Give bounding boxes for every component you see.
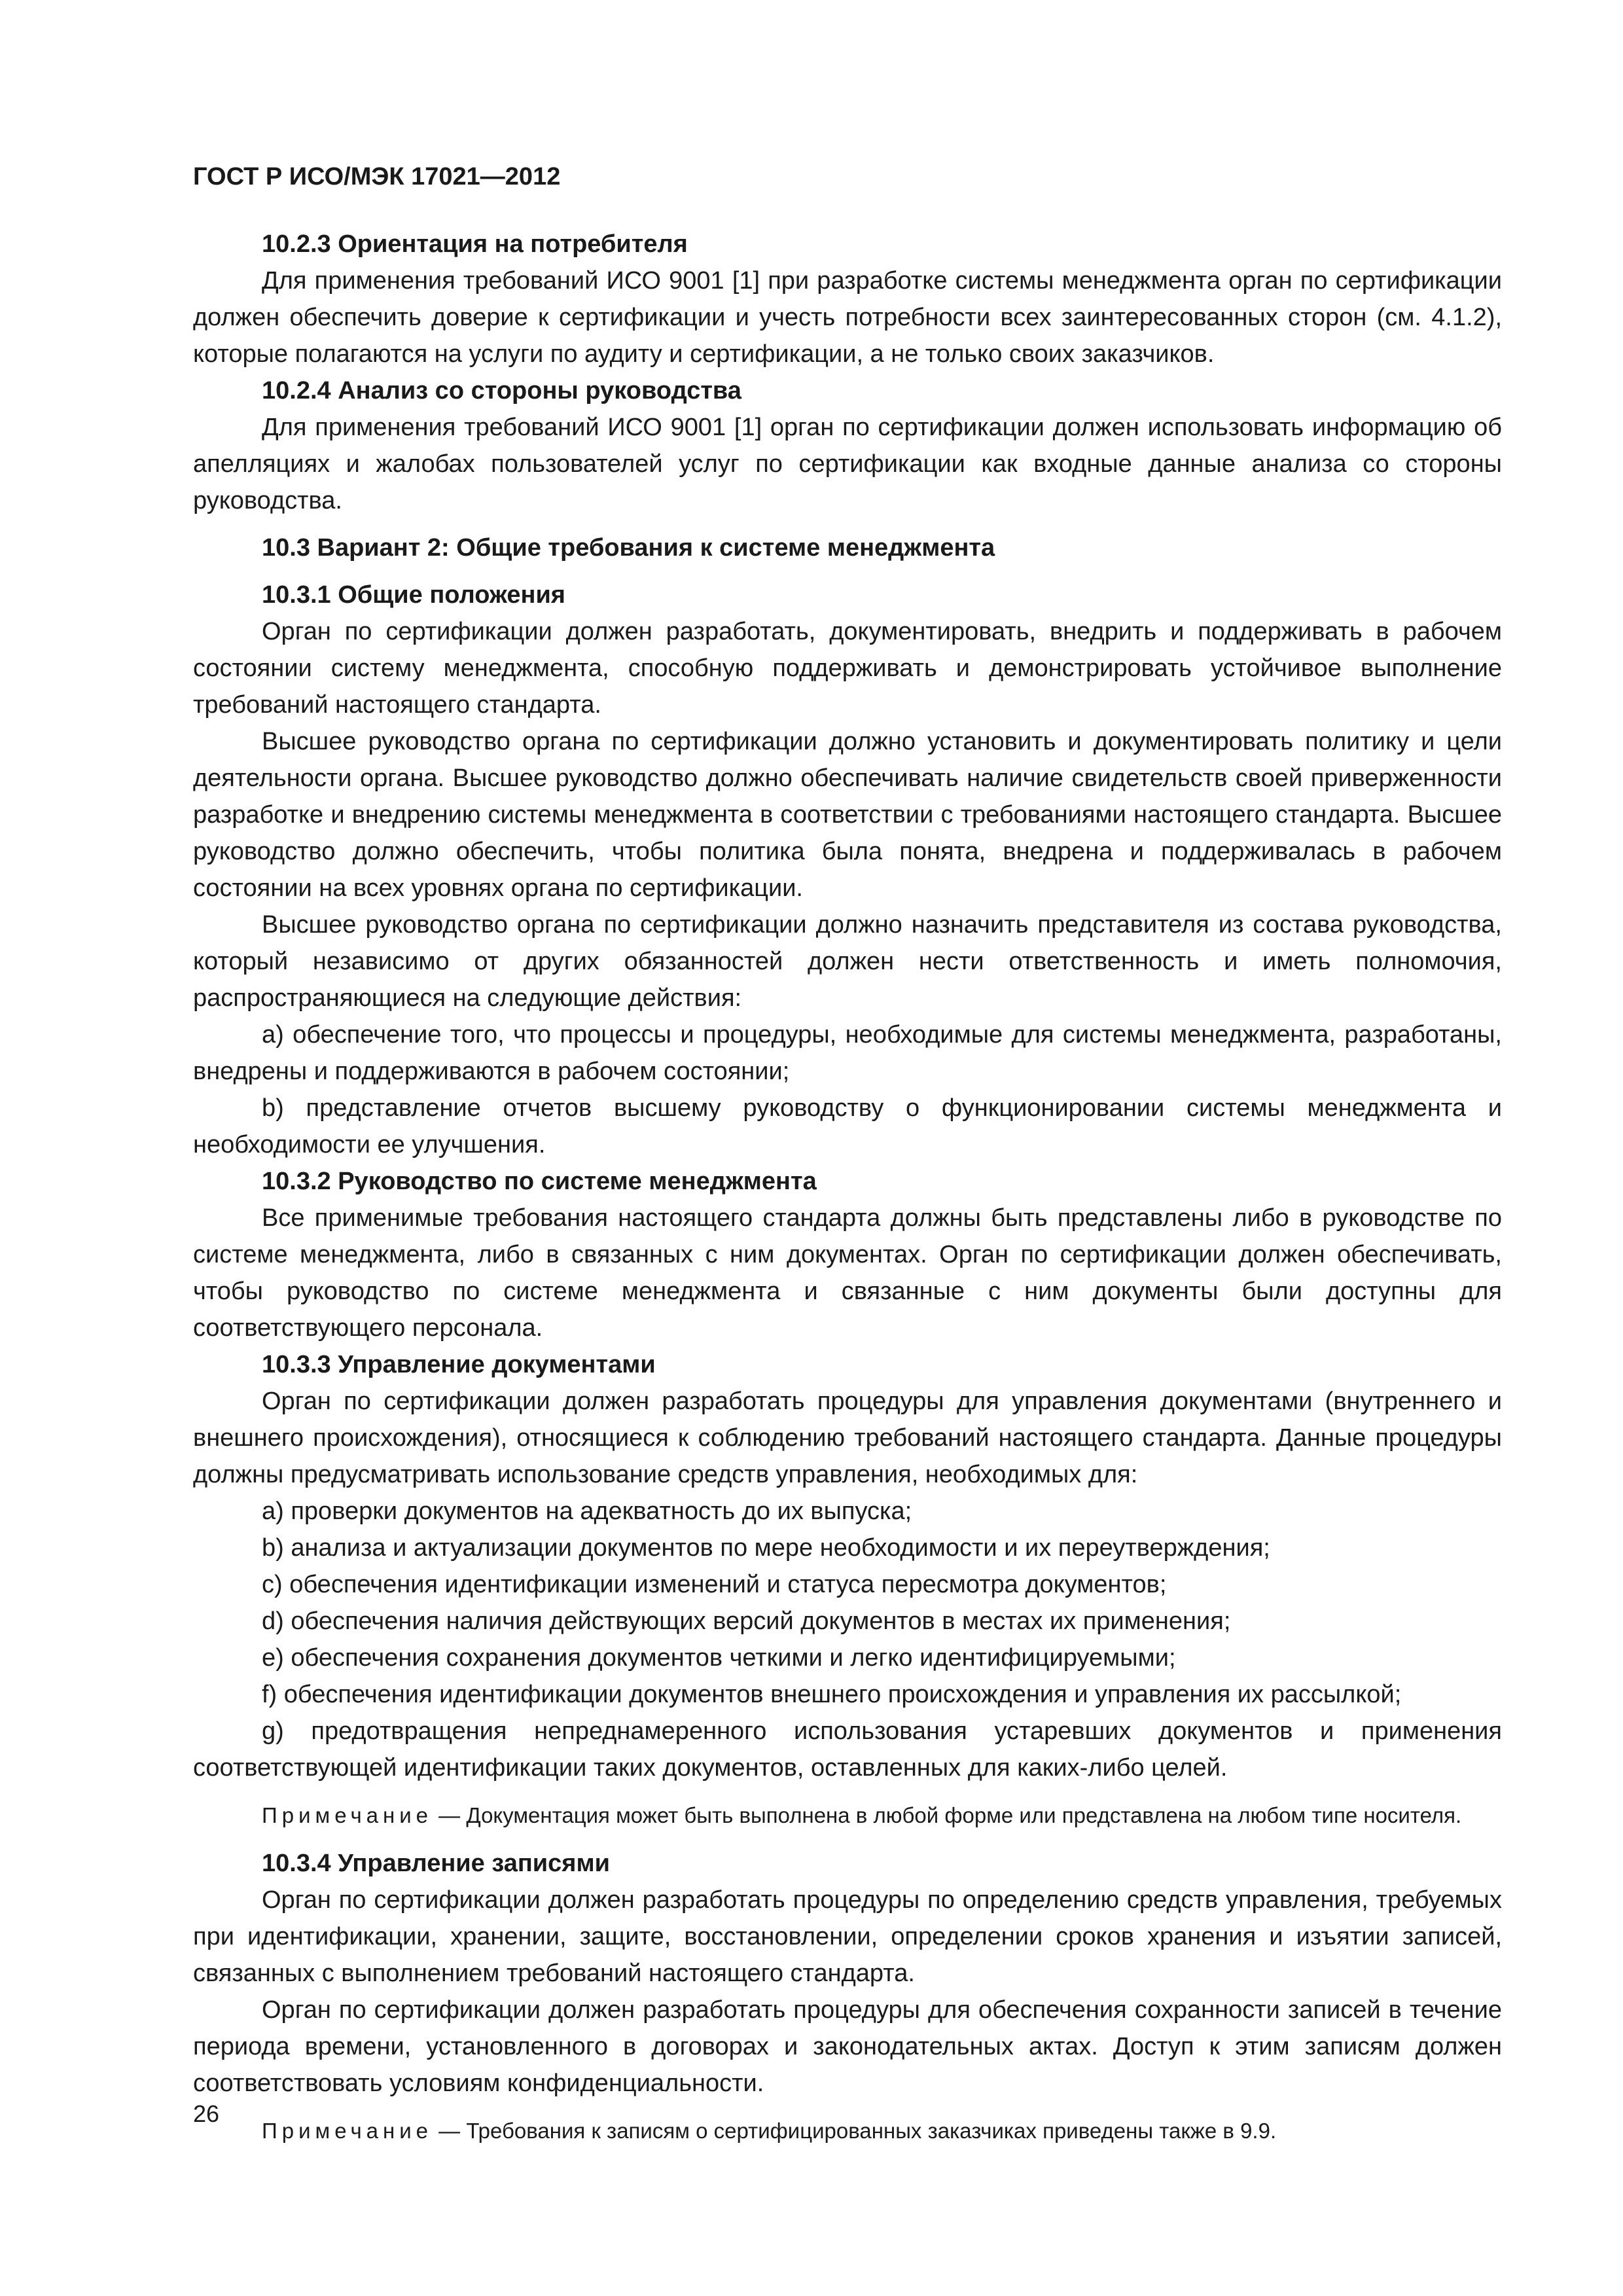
note-label: Примечание (262, 2119, 433, 2143)
section-heading-10-3-2: 10.3.2 Руководство по системе менеджмента (262, 1168, 817, 1195)
note (193, 1799, 1502, 1832)
paragraph: Все применимые требования настоящего стандарта должны быть представлены либо в руководстве по системе менеджмента, либо в связанных с ним документах. Орган по сертификации должен обеспечивать, чтобы руководство по системе менеджмента и связанные с ним документы были доступны для соответствующего персонала. (193, 1204, 1502, 1342)
section-heading-10-3-1: 10.3.1 Общие положения (262, 581, 565, 609)
list-item: f) обеспечения идентификации документов внешнего происхождения и управления их рассылкой; (262, 1681, 1402, 1708)
running-header: ГОСТ Р ИСО/МЭК 17021—2012 (193, 163, 561, 190)
paragraph: Высшее руководство органа по сертификации должно назначить представителя из состава руководства, который независимо от других обязанностей должен нести ответственность и иметь полномочия, распространяющиеся на следующие действия: (193, 911, 1502, 1012)
section-heading-10-3-4: 10.3.4 Управление записями (262, 1850, 610, 1877)
paragraph: Орган по сертификации должен разработать процедуры для управления документами (внутреннего и внешнего происхождения), относящиеся к соблюдению требований настоящего стандарта. Данные процедуры должны предусматривать использование средств управления, необходимых для: (193, 1388, 1502, 1488)
section-heading-10-2-3: 10.2.3 Ориентация на потребителя (262, 230, 688, 258)
list-item: c) обеспечения идентификации изменений и статуса пересмотра документов; (262, 1571, 1167, 1598)
note-text: — Требования к записям о сертифицированных заказчиках приведены также в 9.9. (433, 2119, 1277, 2143)
note-label: Примечание (262, 1803, 433, 1827)
paragraph: Для применения требований ИСО 9001 [1] при разработке системы менеджмента орган по сертификации должен обеспечить доверие к сертификации и учесть потребности всех заинтересованных сторон (см. 4.1.2), которые полагаются на услуги по аудиту и сертификации, а не только своих заказчиков. (193, 267, 1502, 368)
list-item: b) представление отчетов высшему руководству о функционировании системы менеджмента и необходимости ее улучшения. (193, 1094, 1502, 1158)
list-item: b) анализа и актуализации документов по мере необходимости и их переутверждения; (262, 1534, 1270, 1562)
page-content (193, 226, 1502, 2161)
paragraph: Орган по сертификации должен разработать процедуры для обеспечения сохранности записей в течение периода времени, установленного в договорах и законодательных актах. Доступ к этим записям должен соответствовать условиям конфиденциальности. (193, 1996, 1502, 2097)
paragraph: Высшее руководство органа по сертификации должно установить и документировать политику и цели деятельности органа. Высшее руководство должно обеспечивать наличие свидетельств своей приверженности разработке и внедрению системы менеджмента в соответствии с требованиями настоящего стандарта. Высшее руководство должно обеспечить, чтобы политика была понята, внедрена и поддерживалась в рабочем состоянии на всех уровнях органа по сертификации. (193, 728, 1502, 902)
paragraph: Орган по сертификации должен разработать процедуры по определению средств управления, требуемых при идентификации, хранении, защите, восстановлении, определении сроков хранения и изъятии записей, связанных с выполнением требований настоящего стандарта. (193, 1886, 1502, 1987)
list-item: e) обеспечения сохранения документов четкими и легко идентифицируемыми; (262, 1644, 1176, 1672)
list-item: a) проверки документов на адекватность до их выпуска; (262, 1498, 912, 1525)
list-item: g) предотвращения непреднамеренного использования устаревших документов и применения соответствующей идентификации таких документов, оставленных для каких-либо целей. (193, 1717, 1502, 1782)
section-heading-10-3-3: 10.3.3 Управление документами (262, 1351, 656, 1378)
section-heading-10-3: 10.3 Вариант 2: Общие требования к системе менеджмента (262, 534, 995, 562)
section-heading-10-2-4: 10.2.4 Анализ со стороны руководства (262, 377, 741, 404)
note (193, 2115, 1502, 2147)
list-item: a) обеспечение того, что процессы и процедуры, необходимые для системы менеджмента, разработаны, внедрены и поддерживаются в рабочем состоянии; (193, 1021, 1502, 1085)
note-text: — Документация может быть выполнена в любой форме или представлена на любом типе носителя. (433, 1803, 1462, 1827)
paragraph: Орган по сертификации должен разработать, документировать, внедрить и поддерживать в рабочем состоянии систему менеджмента, способную поддерживать и демонстрировать устойчивое выполнение требований настоящего стандарта. (193, 618, 1502, 719)
paragraph: Для применения требований ИСО 9001 [1] орган по сертификации должен использовать информацию об апелляциях и жалобах пользователей услуг по сертификации как входные данные анализа со стороны руководства. (193, 414, 1502, 514)
list-item: d) обеспечения наличия действующих версий документов в местах их применения; (262, 1607, 1231, 1635)
page-number: 26 (193, 2100, 220, 2127)
